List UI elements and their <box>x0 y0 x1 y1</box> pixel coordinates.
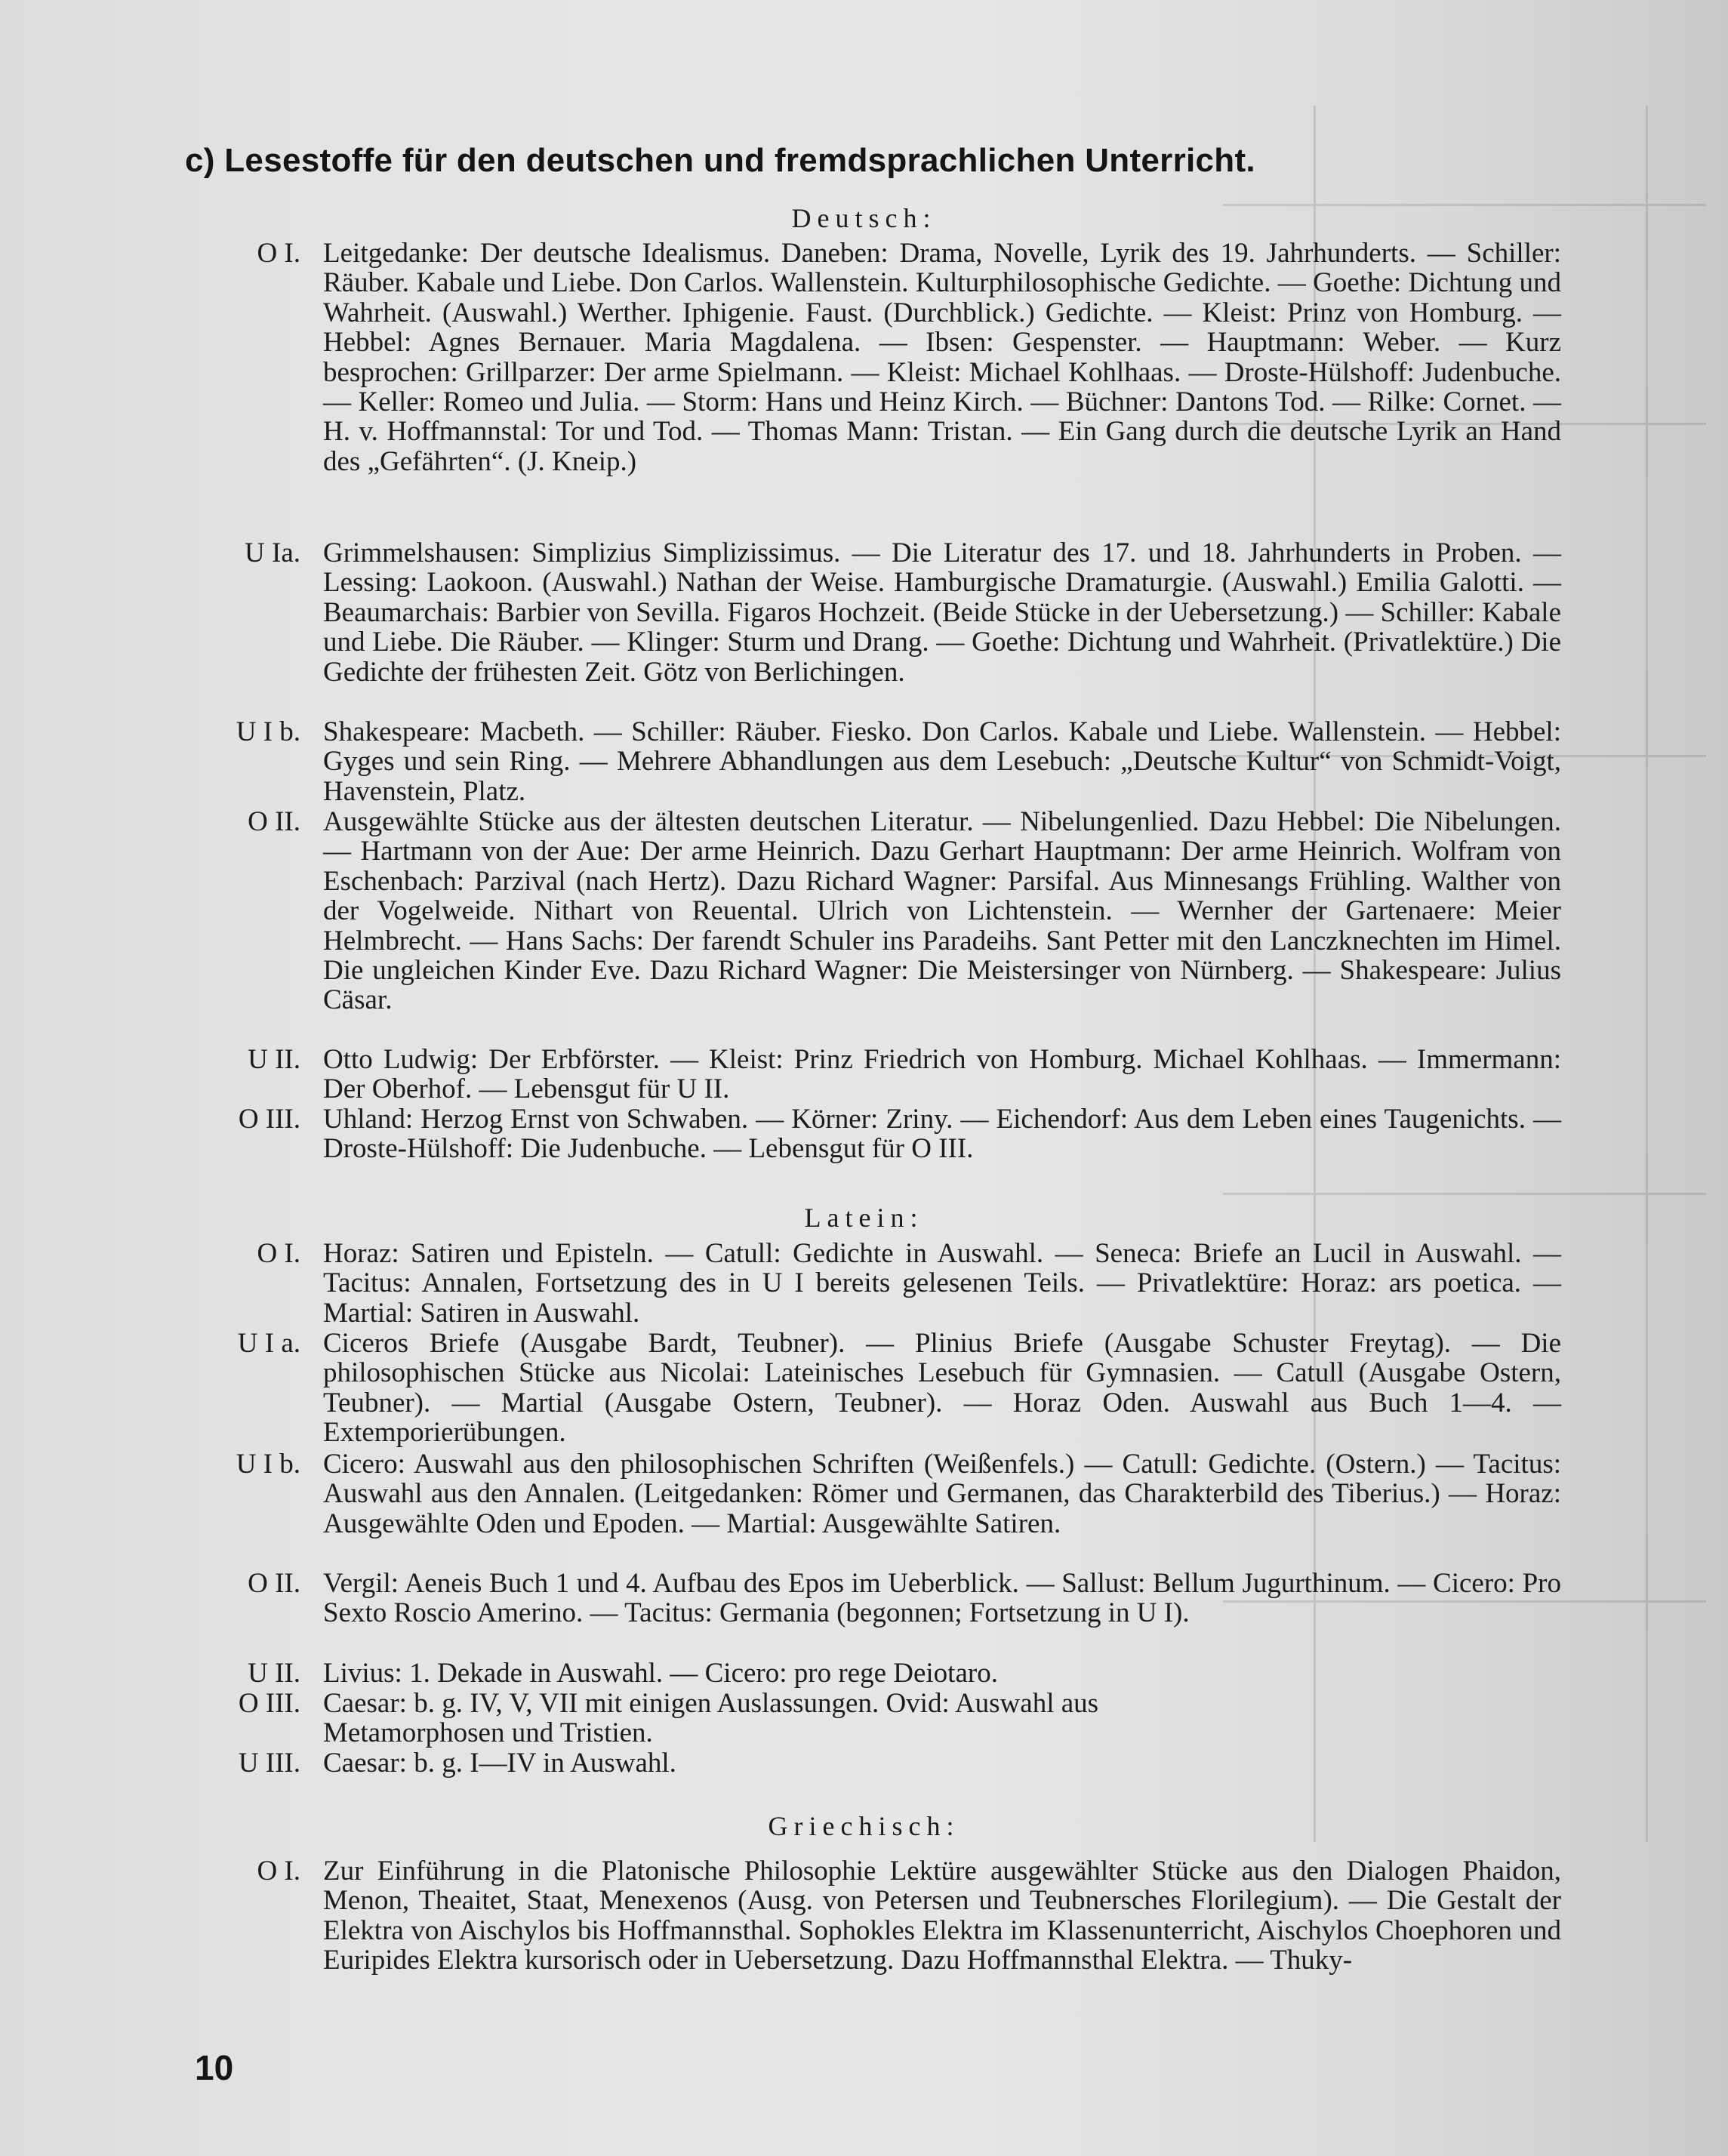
reading-list-text: Zur Einführung in die Platonische Philosophie Lektüre ausgewählter Stücke aus den Dialogen Phaidon, Menon, Theaitet, Staat, Menexenos (Ausg. von Petersen und Teubnersches Florilegium). — Die Gestalt der Elektra von Aischylos bis Hoffmannsthal. Sophokles Elektra im Klassenunterricht, Aischylos Choephoren und Euripides Elektra kursorisch oder in Uebersetzung. Dazu Hoffmannsthal Elektra. — Thuky- <box>323 1856 1561 1976</box>
reading-list-text: Shakespeare: Macbeth. — Schiller: Räuber. Fiesko. Don Carlos. Kabale und Liebe. Wallenstein. — Hebbel: Gyges und sein Ring. — Mehrere Abhandlungen aus dem Lesebuch: „Deutsche Kultur“ von Schmidt-Voigt, Havenstein, Platz. <box>323 716 1561 807</box>
reading-list-text: Caesar: b. g. I—IV in Auswahl. <box>323 1748 676 1779</box>
reading-list-text: Cicero: Auswahl aus den philosophischen Schriften (Weißenfels.) — Catull: Gedichte. (Ostern.) — Tacitus: Auswahl aus den Annalen. (Leitgedanken: Römer und Germanen, das Charakterbild des Tiberius.) — Horaz: Ausgewählte Oden und Epoden. — Martial: Ausgewählte Satiren. <box>323 1449 1561 1539</box>
class-label: O I. <box>257 1856 300 1886</box>
class-label: U I a. <box>237 1328 300 1359</box>
reading-list-text: Livius: 1. Dekade in Auswahl. — Cicero: pro rege Deiotaro. <box>323 1658 998 1689</box>
reading-list-text: Leitgedanke: Der deutsche Idealismus. Daneben: Drama, Novelle, Lyrik des 19. Jahrhunderts. — Schiller: Räuber. Kabale und Liebe. Don Carlos. Wallenstein. Kulturphilosophische Gedichte. — Goethe: Dichtung und Wahrheit. (Auswahl.) Werther. Iphigenie. Faust. (Durchblick.) Gedichte. — Kleist: Prinz von Homburg. — Hebbel: Agnes Bernauer. Maria Magdalena. — Ibsen: Gespenster. — Hauptmann: Weber. — Kurz besprochen: Grillparzer: Der arme Spielmann. — Kleist: Michael Kohlhaas. — Droste-Hülshoff: Judenbuche. — Keller: Romeo und Julia. — Storm: Hans und Heinz Kirch. — Büchner: Dantons Tod. — Rilke: Cornet. — H. v. Hoffmannstal: Tor und Tod. — Thomas Mann: Tristan. — Ein Gang durch die deutsche Lyrik an Hand des „Gefährten“. (J. Kneip.) <box>323 238 1561 477</box>
section-title-latein: Latein: <box>804 1203 924 1233</box>
class-label: U I b. <box>236 716 300 747</box>
section-title-deutsch: Deutsch: <box>791 203 937 233</box>
reading-list-text: Grimmelshausen: Simplizius Simplizissimus. — Die Literatur des 17. und 18. Jahrhunderts in Proben. — Lessing: Laokoon. (Auswahl.) Nathan der Weise. Hamburgische Dramaturgie. (Auswahl.) Emilia Galotti. — Beaumarchais: Barbier von Sevilla. Figaros Hochzeit. (Beide Stücke in der Uebersetzung.) — Schiller: Kabale und Liebe. Die Räuber. — Klinger: Sturm und Drang. — Goethe: Dichtung und Wahrheit. (Privatlektüre.) Die Gedichte der frühesten Zeit. Götz von Berlichingen. <box>323 537 1561 688</box>
reading-list-text: Otto Ludwig: Der Erbförster. — Kleist: Prinz Friedrich von Homburg. Michael Kohlhaas. — Immermann: Der Oberhof. — Lebensgut für U II. <box>323 1044 1561 1105</box>
class-label: O II. <box>248 806 300 837</box>
reading-list-text: Horaz: Satiren und Episteln. — Catull: Gedichte in Auswahl. — Seneca: Briefe an Lucil in Auswahl. — Tacitus: Annalen, Fortsetzung des in U I bereits gelesenen Teils. — Privatlektüre: Horaz: ars poetica. — Martial: Satiren in Auswahl. <box>323 1238 1561 1329</box>
class-label: U II. <box>248 1658 300 1689</box>
reading-list-text: Ciceros Briefe (Ausgabe Bardt, Teubner). — Plinius Briefe (Ausgabe Schuster Freytag). — Die philosophischen Stücke aus Nicolai: Lateinisches Lesebuch für Gymnasien. — Catull (Ausgabe Ostern, Teubner). — Martial (Ausgabe Ostern, Teubner). — Horaz Oden. Auswahl aus Buch 1—4. — Extemporierübungen. <box>323 1328 1561 1449</box>
reading-list-text: Ausgewählte Stücke aus der ältesten deutschen Literatur. — Nibelungenlied. Dazu Hebbel: Die Nibelungen. — Hartmann von der Aue: Der arme Heinrich. Dazu Gerhart Hauptmann: Der arme Heinrich. Wolfram von Eschenbach: Parzival (nach Hertz). Dazu Richard Wagner: Parsifal. Aus Minnesangs Frühling. Walther von der Vogelweide. Nithart von Reuental. Ulrich von Lichtenstein. — Wernher der Gartenaere: Meier Helmbrecht. — Hans Sachs: Der farendt Schuler ins Paradeihs. Sant Petter mit den Lanczknechten im Himel. Die ungleichen Kinder Eve. Dazu Richard Wagner: Die Meistersinger von Nürnberg. — Shakespeare: Julius Cäsar. <box>323 806 1561 1016</box>
section-title-griechisch: Griechisch: <box>768 1811 960 1841</box>
class-label: U I b. <box>236 1449 300 1480</box>
class-label: O II. <box>248 1568 300 1599</box>
class-label: U III. <box>238 1748 300 1779</box>
class-label: O I. <box>257 1238 300 1269</box>
class-label: U Ia. <box>245 537 300 568</box>
class-label: O III. <box>238 1688 300 1719</box>
class-label: O I. <box>257 238 300 269</box>
reading-list-text: Caesar: b. g. IV, V, VII mit einigen Auslassungen. Ovid: Auswahl aus Metamorphosen und Tristien. <box>323 1688 1099 1749</box>
reading-list-text: Uhland: Herzog Ernst von Schwaben. — Körner: Zriny. — Eichendorf: Aus dem Leben eines Taugenichts. — Droste-Hülshoff: Die Judenbuche. — Lebensgut für O III. <box>323 1104 1561 1165</box>
reading-list-text: Vergil: Aeneis Buch 1 und 4. Aufbau des Epos im Ueberblick. — Sallust: Bellum Jugurthinum. — Cicero: Pro Sexto Roscio Amerino. — Tacitus: Germania (begonnen; Fortsetzung in U I). <box>323 1568 1561 1629</box>
class-label: U II. <box>248 1044 300 1075</box>
class-label: O III. <box>238 1104 300 1135</box>
page-heading: c) Lesestoffe für den deutschen und fremdsprachlichen Unterricht. <box>185 142 1255 179</box>
page-number: 10 <box>195 2048 234 2087</box>
